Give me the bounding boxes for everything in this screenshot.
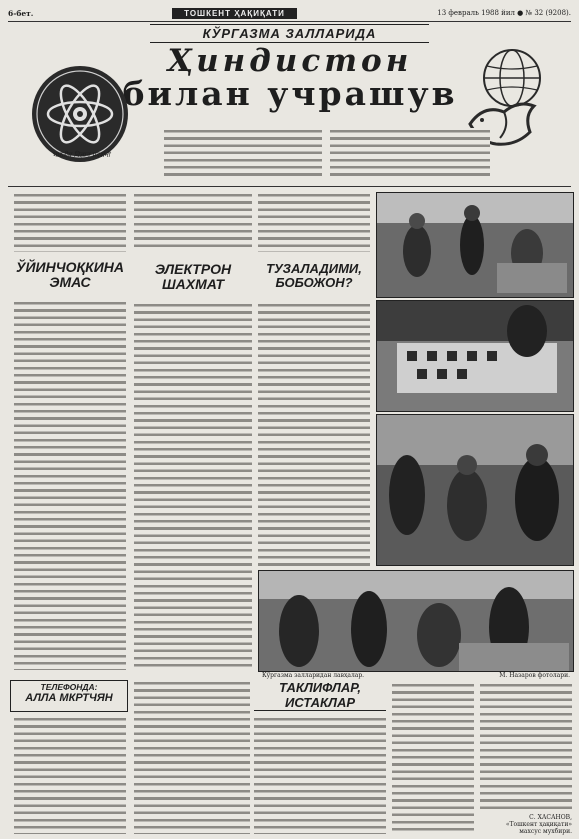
exhibition-photo — [376, 300, 574, 412]
section-rubric: КЎРГАЗМА ЗАЛЛАРИДА — [150, 24, 429, 43]
exhibition-photo — [258, 570, 574, 672]
article-text — [254, 716, 386, 834]
header-rule — [8, 21, 571, 22]
page-header — [8, 6, 571, 20]
main-headline — [120, 43, 460, 113]
article-title: ЎЙИНЧОҚКИНА ЭМАС — [15, 259, 125, 290]
photo-caption-left: Кўргазма залларидан лавҳалар. — [262, 672, 365, 679]
headline-line1: Ҳиндистон — [167, 43, 413, 79]
issue-date: 13 февраль 1988 йил ● № 32 (9208). — [437, 9, 571, 17]
author-role: махсус мухбири. — [519, 828, 572, 835]
newspaper-name: ТОШКЕНТ ҲАҚИҚАТИ — [172, 8, 297, 19]
article-text — [14, 300, 126, 670]
author-name: С. ХАСАНОВ, — [529, 814, 572, 821]
article-title: ЭЛЕКТРОН ШАХМАТ — [154, 261, 232, 292]
section-title: ТАКЛИФЛАР, ИСТАКЛАР — [254, 680, 386, 711]
article-text — [14, 716, 126, 834]
exhibition-photo — [376, 414, 574, 566]
article-text — [134, 302, 252, 670]
author-signature — [480, 814, 572, 835]
article-text — [392, 682, 474, 834]
article-title: ТУЗАЛАДИМИ, БОБОЖОН? — [266, 261, 362, 290]
article-text — [480, 682, 572, 810]
author-role: «Тошкент ҳақиқати» — [505, 821, 572, 828]
article-text — [258, 192, 370, 252]
headline-line2: билан учрашув — [122, 74, 458, 113]
telegram-box — [10, 680, 128, 712]
article-text — [14, 192, 126, 252]
intro-text-right — [330, 128, 490, 180]
emblem-caption: भारतीय विज्ञान प्रदर्शनी — [52, 151, 110, 159]
article-text — [134, 680, 250, 834]
intro-text-left — [164, 128, 322, 180]
photo-caption-right: М. Назаров фотолари. — [499, 672, 570, 679]
telegram-name: АЛЛА МКРТЧЯН — [25, 692, 113, 704]
telegram-label: ТЕЛЕФОНДА: — [40, 682, 98, 692]
page-number: 6-бет. — [8, 8, 34, 18]
article-text — [134, 192, 252, 248]
intro-rule — [8, 186, 571, 187]
exhibition-photo — [376, 192, 574, 298]
